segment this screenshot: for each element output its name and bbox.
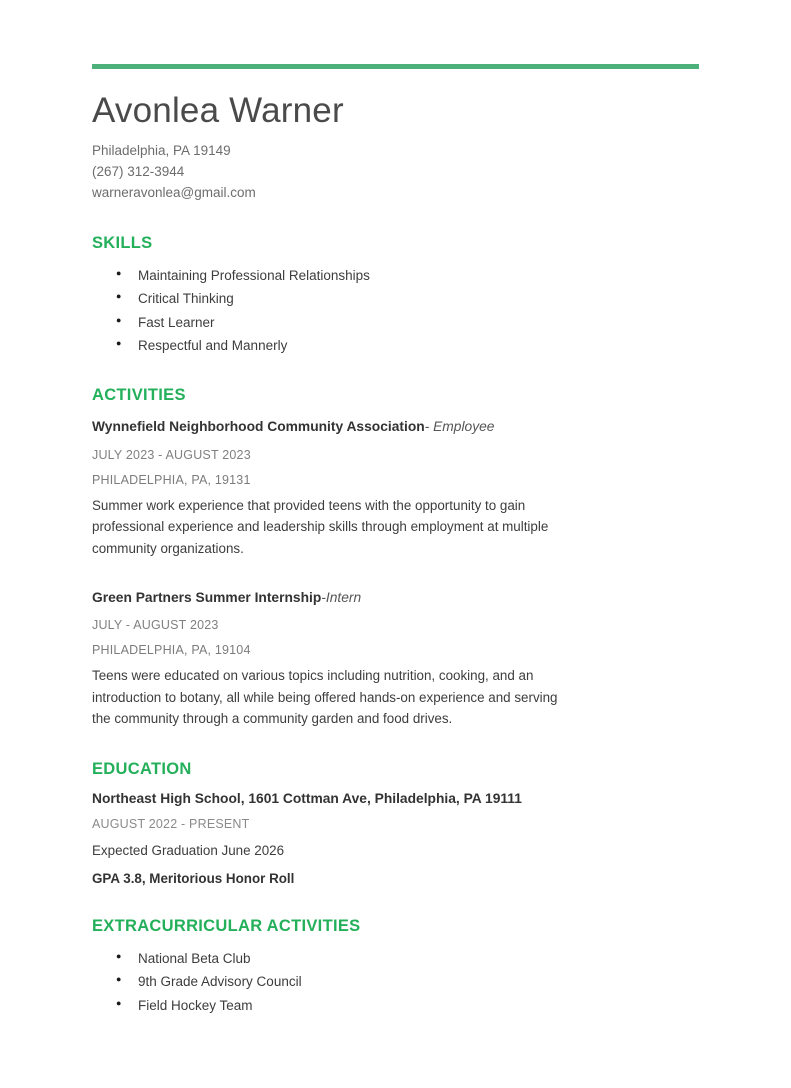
activity-dates: JULY 2023 - AUGUST 2023 xyxy=(92,447,251,462)
education-graduation: Expected Graduation June 2026 xyxy=(92,843,285,859)
activity-title xyxy=(92,588,699,607)
section-title-extracurricular: EXTRACURRICULAR ACTIVITIES xyxy=(92,917,361,936)
section-title-education: EDUCATION xyxy=(92,760,192,779)
header-accent-rule xyxy=(92,64,699,69)
contact-address: Philadelphia, PA 19149 xyxy=(92,143,231,159)
activity-description: Teens were educated on various topics including nutrition, cooking, and an introduction to botany, all while being offered hands-on experience and serving the community through a community garden and food drives. xyxy=(92,668,558,727)
activity-dates: JULY - AUGUST 2023 xyxy=(92,618,219,633)
list-item: ● 9th Grade Advisory Council xyxy=(138,971,699,992)
contact-phone: (267) 312-3944 xyxy=(92,164,185,180)
skills-list xyxy=(92,265,699,356)
activity-location: PHILADELPHIA, PA, 19104 xyxy=(92,643,251,658)
list-item: ● Field Hockey Team xyxy=(138,995,699,1016)
education-honors: GPA 3.8, Meritorious Honor Roll xyxy=(92,870,295,886)
activity-description: Summer work experience that provided teens with the opportunity to gain professional experience and leadership skills through employment at multiple community organizations. xyxy=(92,497,549,557)
activity-entry-1 xyxy=(92,417,699,559)
section-title-skills: SKILLS xyxy=(92,234,153,253)
activity-organization: Green Partners Summer Internship xyxy=(92,589,322,605)
list-item: ● Respectful and Mannerly xyxy=(138,335,699,356)
list-item: ● Maintaining Professional Relationships xyxy=(138,265,699,286)
list-item: ● Fast Learner xyxy=(138,312,699,333)
education-school: Northeast High School, 1601 Cottman Ave, Philadelphia, PA 19111 xyxy=(92,791,522,807)
entry-spacer xyxy=(92,566,699,588)
list-item: ● National Beta Club xyxy=(138,948,699,969)
activity-location: PHILADELPHIA, PA, 19131 xyxy=(92,472,251,487)
list-item: ● Critical Thinking xyxy=(138,288,699,309)
section-title-activities: ACTIVITIES xyxy=(92,386,186,405)
resume-page xyxy=(0,64,791,1088)
activity-role: -Intern xyxy=(321,589,362,605)
page-title: Avonlea Warner xyxy=(92,91,344,130)
activity-organization: Wynnefield Neighborhood Community Association xyxy=(92,419,425,435)
activity-title xyxy=(92,417,699,436)
education-dates: AUGUST 2022 - PRESENT xyxy=(92,817,250,832)
contact-email: warneravonlea@gmail.com xyxy=(92,185,256,201)
extracurricular-list xyxy=(92,948,699,1016)
activity-entry-2 xyxy=(92,588,699,730)
activity-role: - Employee xyxy=(424,419,495,435)
